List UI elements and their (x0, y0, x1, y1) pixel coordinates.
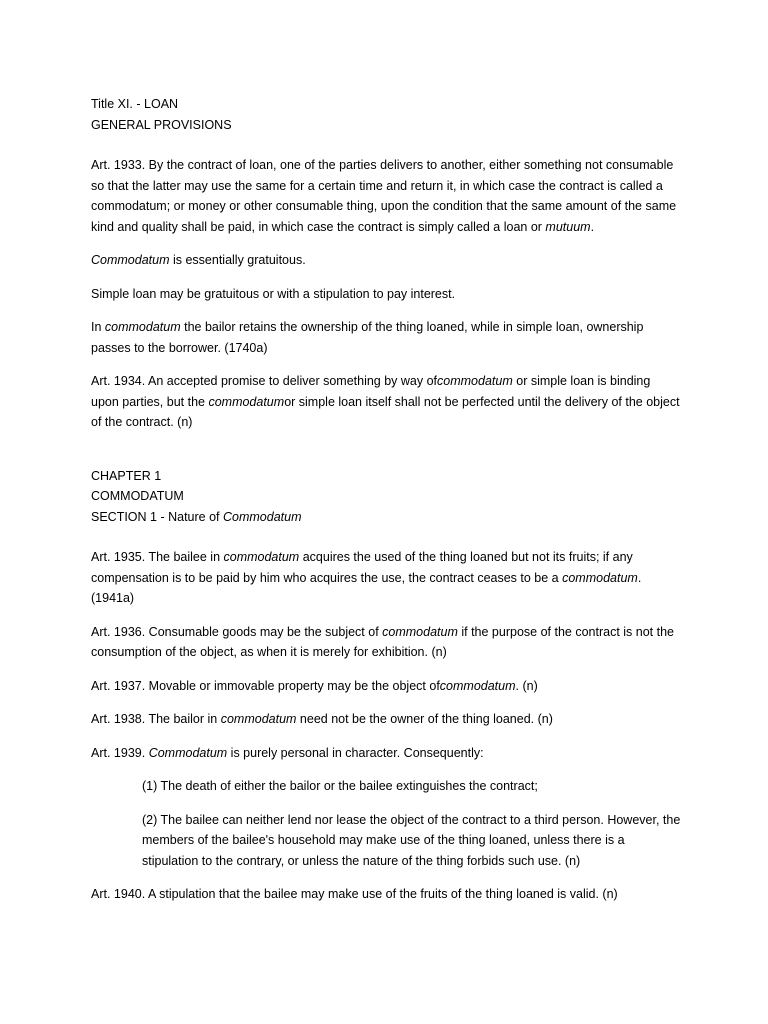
article-1939 (91, 743, 681, 764)
article-1935 (91, 547, 681, 609)
article-1934-pre: Art. 1934. An accepted promise to deliver something by way of (91, 374, 438, 388)
article-1933-text: Art. 1933. By the contract of loan, one of the parties delivers to another, either something not consumable so that the latter may use the same for a certain time and return it, in which case the contract is called a commodatum; or money or other consumable thing, upon the condition that the same amount of the same kind and quality shall be paid, in which case the contract is simply called a loan or (91, 158, 677, 234)
paragraph-ownership (91, 317, 681, 358)
article-1940: Art. 1940. A stipulation that the bailee may make use of the fruits of the thing loaned is valid. (n) (91, 887, 618, 901)
article-1936-pre: Art. 1936. Consumable goods may be the subject of (91, 624, 383, 639)
section-heading-pre: SECTION 1 - Nature of (91, 509, 223, 524)
article-1937 (91, 676, 681, 697)
article-1935-post: . (1941a) (91, 570, 642, 605)
article-1936-post: if the purpose of the contract is not the consumption of the object, as when it is merely for exhibition. (n) (91, 624, 674, 659)
paragraph-gratuitous-text: is essentially gratuitous. (169, 253, 306, 267)
article-1939-post: is purely personal in character. Consequently: (227, 745, 484, 760)
paragraph-simple-loan: Simple loan may be gratuitous or with a stipulation to pay interest. (91, 286, 456, 301)
article-1933 (91, 155, 681, 237)
article-1936-em: commodatum (382, 624, 458, 639)
paragraph-ownership-text: the bailor retains the ownership of the thing loaned, while in simple loan, ownership passes to the borrower. (1740a) (91, 320, 644, 355)
article-1933-mutuum: mutuum (545, 219, 591, 234)
article-1937-post: . (n) (515, 678, 538, 693)
article-1934-post: or simple loan itself shall not be perfected until the delivery of the object of the contract. (n) (91, 394, 680, 429)
chapter-heading: CHAPTER 1 (91, 468, 162, 483)
article-1939-pre: Art. 1939. (91, 745, 149, 760)
article-1934-mid: or simple loan is binding upon parties, but the (91, 374, 651, 409)
article-1939-item-1: (1) The death of either the bailor or the bailee extinguishes the contract; (142, 779, 538, 793)
article-1934-em2: commodatum (208, 394, 285, 409)
paragraph-ownership-pre: In (91, 320, 105, 334)
title-heading: Title XI. - LOAN (91, 97, 179, 111)
article-1937-em: commodatum (439, 678, 516, 693)
article-1939-em: Commodatum (148, 745, 228, 760)
article-1933-end: . (590, 219, 595, 234)
article-1938 (91, 709, 681, 730)
article-1936 (91, 622, 681, 663)
paragraph-ownership-em: commodatum (104, 320, 181, 334)
article-1937-pre: Art. 1937. Movable or immovable property may be the object of (91, 678, 440, 693)
article-1934 (91, 371, 681, 433)
commodatum-heading: COMMODATUM (91, 489, 184, 503)
section-heading-em: Commodatum (222, 509, 302, 524)
article-1938-em: commodatum (220, 712, 297, 726)
article-1935-em1: commodatum (223, 550, 300, 564)
article-1938-pre: Art. 1938. The bailor in (91, 712, 221, 726)
document-body (91, 94, 681, 905)
article-1938-post: need not be the owner of the thing loaned. (n) (296, 712, 553, 726)
paragraph-gratuitous-em: Commodatum (91, 253, 170, 267)
section-heading (91, 507, 681, 528)
article-1935-mid: acquires the used of the thing loaned but not its fruits; if any compensation is to be paid by him who acquires the use, the contract ceases to be a (91, 550, 633, 585)
article-1935-pre: Art. 1935. The bailee in (91, 550, 224, 564)
general-provisions-heading: GENERAL PROVISIONS (91, 117, 232, 132)
article-1939-item-2: (2) The bailee can neither lend nor lease the object of the contract to a third person. However, the members of the bailee's household may make use of the thing loaned, unless there is a stipulation to the contrary, or unless the nature of the thing forbids such use. (n) (142, 812, 681, 868)
paragraph-gratuitous (91, 250, 681, 271)
article-1934-em1: commodatum (437, 374, 513, 388)
article-1935-em2: commodatum (562, 570, 638, 585)
